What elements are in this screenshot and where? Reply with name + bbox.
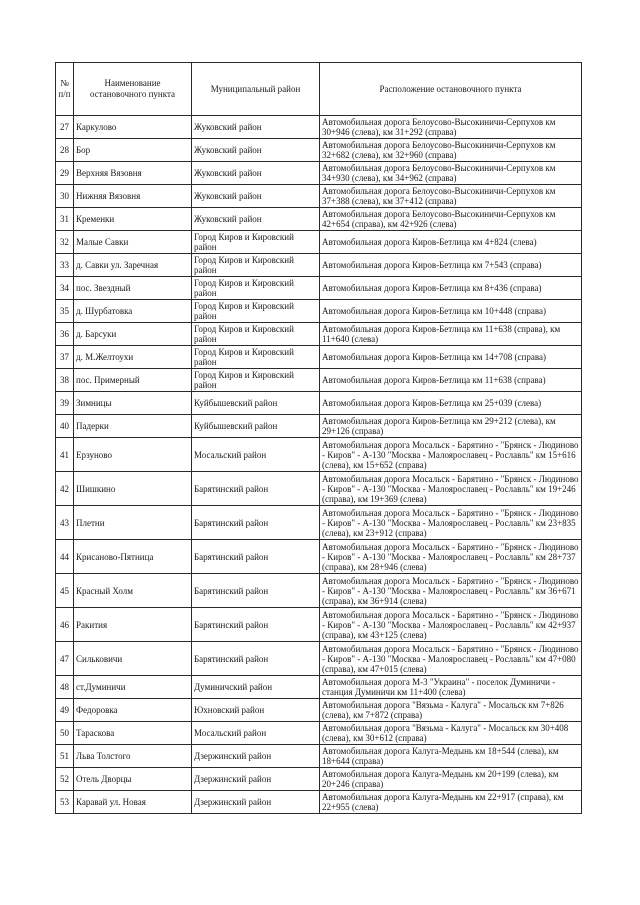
stop-name: пос. Примерный: [74, 369, 192, 392]
district-name: Жуковский район: [192, 116, 320, 139]
table-row: [56, 323, 582, 346]
district-name: Город Киров и Кировский район: [192, 254, 320, 277]
header-num: № п/п: [56, 63, 74, 116]
table-row: [56, 139, 582, 162]
row-number: 43: [56, 506, 74, 540]
stop-location: Автомобильная дорога Киров-Бетлица км 14+708 (справа): [320, 346, 582, 369]
row-number: 32: [56, 231, 74, 254]
district-name: Куйбышевский район: [192, 392, 320, 415]
row-number: 33: [56, 254, 74, 277]
header-district: Муниципальный район: [192, 63, 320, 116]
stop-location: Автомобильная дорога Мосальск - Барятино - "Брянск - Людиново - Киров" - А-130 "Москва - Малоярославец - Рославль" км 28+737 (справа), км 28+946 (слева): [320, 540, 582, 574]
district-name: Мосальский район: [192, 438, 320, 472]
table-row: [56, 472, 582, 506]
stop-name: Ракития: [74, 608, 192, 642]
stop-name: Каркулово: [74, 116, 192, 139]
row-number: 42: [56, 472, 74, 506]
row-number: 29: [56, 162, 74, 185]
table-row: [56, 768, 582, 791]
table-row: [56, 369, 582, 392]
row-number: 53: [56, 791, 74, 814]
row-number: 45: [56, 574, 74, 608]
header-location: Расположение остановочного пункта: [320, 63, 582, 116]
stop-location: Автомобильная дорога Мосальск - Барятино - "Брянск - Людиново - Киров" - А-130 "Москва - Малоярославец - Рославль" км 23+835 (слева), км 23+912 (справа): [320, 506, 582, 540]
district-name: Дзержинский район: [192, 745, 320, 768]
stop-location: Автомобильная дорога Белоусово-Высокиничи-Серпухов км 32+682 (слева), км 32+960 (справа): [320, 139, 582, 162]
district-name: Город Киров и Кировский район: [192, 346, 320, 369]
row-number: 28: [56, 139, 74, 162]
stop-location: Автомобильная дорога Киров-Бетлица км 10+448 (справа): [320, 300, 582, 323]
table-body: [56, 116, 582, 814]
district-name: Юхновский район: [192, 699, 320, 722]
district-name: Жуковский район: [192, 139, 320, 162]
district-name: Жуковский район: [192, 162, 320, 185]
stop-location: Автомобильная дорога Белоусово-Высокиничи-Серпухов км 42+654 (справа), км 42+926 (слева): [320, 208, 582, 231]
stop-name: Малые Савки: [74, 231, 192, 254]
district-name: Барятинский район: [192, 472, 320, 506]
stop-name: д. Шурбатовка: [74, 300, 192, 323]
table-row: [56, 415, 582, 438]
stop-location: Автомобильная дорога Калуга-Медынь км 20+199 (слева), км 20+246 (справа): [320, 768, 582, 791]
stop-name: д. Барсуки: [74, 323, 192, 346]
stop-location: Автомобильная дорога Мосальск - Барятино - "Брянск - Людиново - Киров" - А-130 "Москва - Малоярославец - Рославль" км 19+246 (справа), км 19+369 (слева): [320, 472, 582, 506]
district-name: Барятинский район: [192, 642, 320, 676]
table-row: [56, 231, 582, 254]
stop-name: Красный Холм: [74, 574, 192, 608]
stop-name: пос. Звездный: [74, 277, 192, 300]
stop-location: Автомобильная дорога М-3 "Украина" - поселок Думиничи - станция Думиничи км 11+400 (слева): [320, 676, 582, 699]
table-row: [56, 791, 582, 814]
district-name: Город Киров и Кировский район: [192, 369, 320, 392]
table-row: [56, 254, 582, 277]
stop-location: Автомобильная дорога Калуга-Медынь км 22+917 (справа), км 22+955 (слева): [320, 791, 582, 814]
district-name: Барятинский район: [192, 540, 320, 574]
row-number: 27: [56, 116, 74, 139]
stop-name: Бор: [74, 139, 192, 162]
stop-name: д. М.Желтоухи: [74, 346, 192, 369]
table-row: [56, 277, 582, 300]
row-number: 38: [56, 369, 74, 392]
stop-location: Автомобильная дорога Киров-Бетлица км 25+039 (слева): [320, 392, 582, 415]
row-number: 51: [56, 745, 74, 768]
row-number: 34: [56, 277, 74, 300]
row-number: 39: [56, 392, 74, 415]
row-number: 36: [56, 323, 74, 346]
table-header-row: [56, 63, 582, 116]
bus-stops-table: [55, 62, 582, 814]
table-row: [56, 574, 582, 608]
stop-location: Автомобильная дорога Мосальск - Барятино - "Брянск - Людиново - Киров" - А-130 "Москва - Малоярославец - Рославль" км 42+937 (справа), км 43+125 (слева): [320, 608, 582, 642]
stop-name: Тараскова: [74, 722, 192, 745]
district-name: Куйбышевский район: [192, 415, 320, 438]
table-row: [56, 116, 582, 139]
stop-name: Падерки: [74, 415, 192, 438]
stop-location: Автомобильная дорога Киров-Бетлица км 4+824 (слева): [320, 231, 582, 254]
stop-location: Автомобильная дорога Белоусово-Высокиничи-Серпухов км 37+388 (слева), км 37+412 (справа): [320, 185, 582, 208]
stop-name: Сильковичи: [74, 642, 192, 676]
table-row: [56, 300, 582, 323]
table-row: [56, 699, 582, 722]
stop-location: Автомобильная дорога Мосальск - Барятино - "Брянск - Людиново - Киров" - А-130 "Москва - Малоярославец - Рославль" км 36+671 (справа), км 36+914 (слева): [320, 574, 582, 608]
stop-name: Каравай ул. Новая: [74, 791, 192, 814]
table-row: [56, 208, 582, 231]
row-number: 44: [56, 540, 74, 574]
row-number: 37: [56, 346, 74, 369]
table-row: [56, 722, 582, 745]
stop-name: Верхняя Вязовня: [74, 162, 192, 185]
stop-location: Автомобильная дорога Калуга-Медынь км 18+544 (слева), км 18+644 (справа): [320, 745, 582, 768]
row-number: 41: [56, 438, 74, 472]
row-number: 47: [56, 642, 74, 676]
stop-name: Шишкино: [74, 472, 192, 506]
stop-name: Зимницы: [74, 392, 192, 415]
table-row: [56, 162, 582, 185]
district-name: Барятинский район: [192, 608, 320, 642]
row-number: 31: [56, 208, 74, 231]
stop-name: ст.Думиничи: [74, 676, 192, 699]
table-row: [56, 642, 582, 676]
row-number: 48: [56, 676, 74, 699]
row-number: 49: [56, 699, 74, 722]
district-name: Жуковский район: [192, 208, 320, 231]
stop-location: Автомобильная дорога Мосальск - Барятино - "Брянск - Людиново - Киров" - А-130 "Москва - Малоярославец - Рославль" км 47+080 (справа), км 47+015 (слева): [320, 642, 582, 676]
table-row: [56, 745, 582, 768]
stop-location: Автомобильная дорога Киров-Бетлица км 8+436 (справа): [320, 277, 582, 300]
stop-name: Отель Дворцы: [74, 768, 192, 791]
district-name: Город Киров и Кировский район: [192, 300, 320, 323]
stop-location: Автомобильная дорога "Вязьма - Калуга" - Мосальск км 7+826 (слева), км 7+872 (справа): [320, 699, 582, 722]
table-row: [56, 676, 582, 699]
stop-name: Кременки: [74, 208, 192, 231]
table-row: [56, 506, 582, 540]
stop-location: Автомобильная дорога Белоусово-Высокиничи-Серпухов км 34+930 (слева), км 34+962 (справа): [320, 162, 582, 185]
stop-location: Автомобильная дорога Мосальск - Барятино - "Брянск - Людиново - Киров" - А-130 "Москва - Малоярославец - Рославль" км 15+616 (слева), км 15+652 (справа): [320, 438, 582, 472]
stop-name: Федоровка: [74, 699, 192, 722]
district-name: Город Киров и Кировский район: [192, 323, 320, 346]
stop-name: Нижняя Вязовня: [74, 185, 192, 208]
stop-location: Автомобильная дорога "Вязьма - Калуга" - Мосальск км 30+408 (слева), км 30+612 (справа): [320, 722, 582, 745]
stop-name: Плетни: [74, 506, 192, 540]
district-name: Город Киров и Кировский район: [192, 277, 320, 300]
row-number: 52: [56, 768, 74, 791]
row-number: 40: [56, 415, 74, 438]
table-row: [56, 438, 582, 472]
district-name: Думиничский район: [192, 676, 320, 699]
stop-location: Автомобильная дорога Белоусово-Высокиничи-Серпухов км 30+946 (слева), км 31+292 (справа): [320, 116, 582, 139]
table-row: [56, 392, 582, 415]
document-page: [55, 62, 581, 814]
stop-name: Крисаново-Пятница: [74, 540, 192, 574]
row-number: 35: [56, 300, 74, 323]
district-name: Город Киров и Кировский район: [192, 231, 320, 254]
stop-name: д. Савки ул. Заречная: [74, 254, 192, 277]
table-row: [56, 185, 582, 208]
row-number: 30: [56, 185, 74, 208]
row-number: 50: [56, 722, 74, 745]
header-name: Наименование остановочного пункта: [74, 63, 192, 116]
district-name: Мосальский район: [192, 722, 320, 745]
stop-location: Автомобильная дорога Киров-Бетлица км 11+638 (справа), км 11+640 (слева): [320, 323, 582, 346]
table-row: [56, 608, 582, 642]
stop-location: Автомобильная дорога Киров-Бетлица км 7+543 (справа): [320, 254, 582, 277]
table-row: [56, 346, 582, 369]
table-row: [56, 540, 582, 574]
district-name: Барятинский район: [192, 574, 320, 608]
stop-name: Льва Толстого: [74, 745, 192, 768]
district-name: Жуковский район: [192, 185, 320, 208]
district-name: Барятинский район: [192, 506, 320, 540]
district-name: Дзержинский район: [192, 768, 320, 791]
stop-location: Автомобильная дорога Киров-Бетлица км 29+212 (слева), км 29+126 (справа): [320, 415, 582, 438]
district-name: Дзержинский район: [192, 791, 320, 814]
row-number: 46: [56, 608, 74, 642]
stop-location: Автомобильная дорога Киров-Бетлица км 11+638 (справа): [320, 369, 582, 392]
stop-name: Ерзуново: [74, 438, 192, 472]
